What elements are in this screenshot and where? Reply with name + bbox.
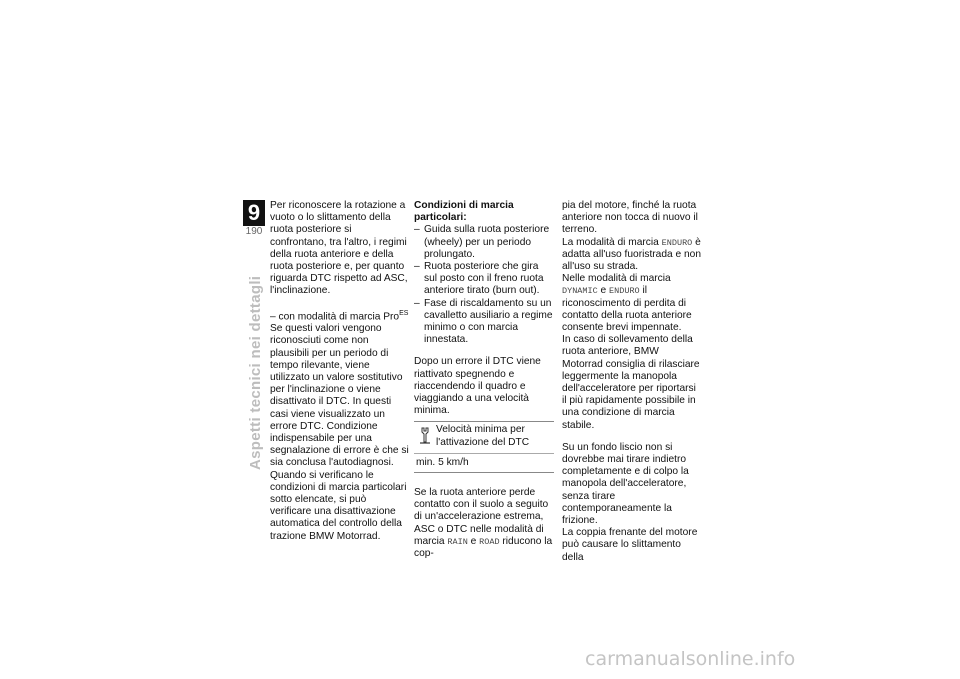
paragraph: La modalità di marcia ENDURO è adatta all'uso fuoristrada e non all'uso su strada. [562, 236, 702, 273]
paragraph: Se questi valori vengono riconosciuti come non plausibili per un periodo di tempo rilevante, viene utilizzato un valore sostitutivo per l'inclinazione o viene disattivato il DTC. In questi casi viene visualizzato un errore DTC. Condizione indispensabile per una segnalazione di errore è che si sia conclusa l'autodiagnosi. [270, 323, 409, 469]
paragraph: Quando si verificano le condizioni di marcia particolari sotto elencate, si può verificare una disattivazione automatica del controllo della trazione BMW Motorrad. [270, 469, 407, 542]
list-item: – Ruota posteriore che gira sul posto con il freno ruota anteriore tirato (burn out). [414, 261, 554, 298]
text-column-1 [270, 200, 410, 543]
spec-label: Velocità minima per l'attivazione del DTC [436, 424, 530, 448]
chapter-number: 9 [243, 200, 265, 226]
mode-road: ROAD [479, 536, 500, 547]
paragraph: Se la ruota anteriore perde contatto con il suolo a seguito di un'accelerazione estrema, ASC o DTC nelle modalità di marcia RAIN e ROAD riducono la cop- [414, 487, 553, 560]
paragraph: Su un fondo liscio non si dovrebbe mai tirare indietro completamente e di colpo la manopola dell'acceleratore, senza tirare contemporaneamente la frizione. [562, 441, 689, 527]
paragraph: Dopo un errore il DTC viene riattivato spegnendo e riaccendendo il quadro e viaggiando a una velocità minima. [414, 356, 541, 417]
list-item: – Guida sulla ruota posteriore (wheely) per un periodo prolungato. [414, 224, 554, 261]
paragraph: La coppia frenante del motore può causare lo slittamento della [562, 527, 698, 563]
section-heading: Condizioni di marcia particolari: [414, 200, 514, 224]
paragraph: Nelle modalità di marcia DYNAMIC e ENDURO il riconoscimento di perdita di contatto della ruota anteriore consente brevi impennate. [562, 273, 692, 334]
paragraph: pia del motore, finché la ruota anteriore non tocca di nuovo il terreno. [562, 200, 698, 236]
mode-enduro: ENDURO [609, 286, 640, 297]
spec-value: min. 5 km/h [414, 453, 554, 472]
spec-table [414, 421, 554, 473]
text-column-2 [414, 200, 554, 560]
paragraph: In caso di sollevamento della ruota anteriore, BMW Motorrad consiglia di rilasciare leggermente la manopola dell'acceleratore per riportarsi il più rapidamente possibile in una condizione di marcia stabile. [562, 334, 700, 431]
text-column-3 [562, 200, 702, 564]
mode-dynamic: DYNAMIC [562, 286, 598, 297]
mode-line: – con modalità di marcia Pro$^{ES}$ [270, 309, 409, 323]
mode-rain: RAIN [447, 536, 468, 547]
paragraph: Per riconoscere la rotazione a vuoto o lo slittamento della ruota posteriore si confrontano, tra l'altro, i regimi della ruota anteriore e della ruota posteriore e, per quanto riguarda DTC rispetto ad ASC, l'inclinazione. [270, 200, 408, 297]
chapter-title: Aspetti tecnici nei dettagli [247, 275, 264, 470]
wrench-gauge-icon [414, 424, 436, 448]
watermark: carmanualsonline.info [585, 648, 796, 670]
list-item: – Fase di riscaldamento su un cavalletto ausiliario a regime minimo o con marcia innestata. [414, 298, 554, 347]
chapter-side-title [241, 260, 267, 470]
mode-enduro: ENDURO [661, 237, 693, 248]
page-number: 190 [245, 226, 263, 237]
condition-list [414, 224, 554, 346]
mode-superscript: ES [399, 309, 409, 317]
